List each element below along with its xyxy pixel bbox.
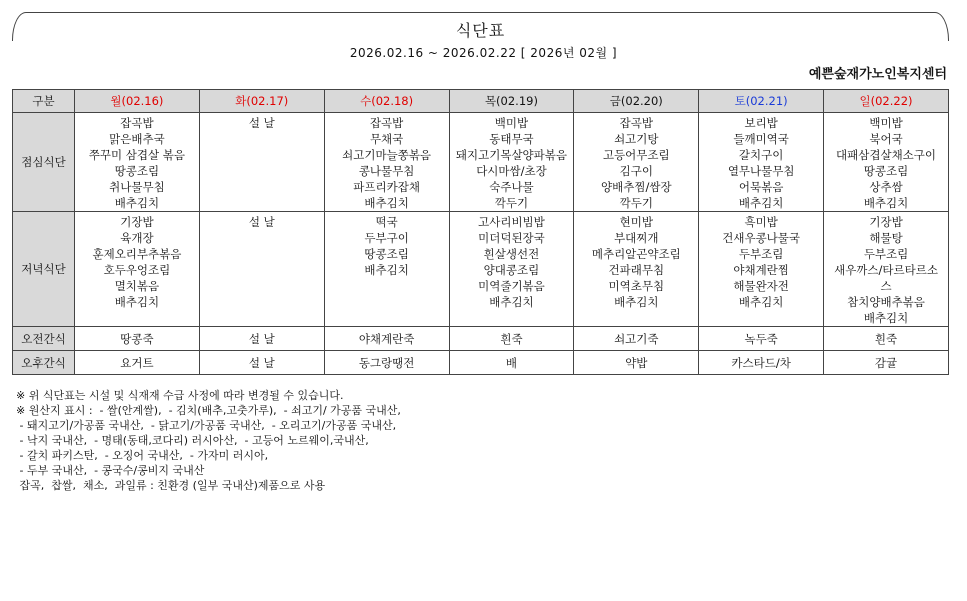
menu-item-list <box>574 113 698 211</box>
menu-item: 잡곡밥 <box>369 116 404 130</box>
menu-item: 배추김치 <box>114 295 160 309</box>
menu-cell-sun: 감귤 <box>824 351 949 375</box>
menu-item: 새우까스/타르타르소 <box>834 263 938 277</box>
menu-item: 메추리알곤약조림 <box>591 247 681 261</box>
menu-cell-sun: 흰죽 <box>824 327 949 351</box>
row-label: 저녁식단 <box>13 212 75 327</box>
menu-cell-wed: 동그랑땡전 <box>324 351 449 375</box>
menu-cell-thu <box>449 113 574 212</box>
menu-cell-tue <box>199 113 324 212</box>
note-line: ※ 위 식단표는 시설 및 식재재 수급 사정에 따라 변경될 수 있습니다. <box>16 389 344 402</box>
menu-item-list <box>75 113 199 211</box>
menu-item: 흰살생선전 <box>483 247 540 261</box>
menu-item: 미역줄기볶음 <box>478 279 545 293</box>
menu-item: 고등어무조림 <box>602 148 670 162</box>
note-line: 잡곡, 찹쌀, 채소, 과일류 : 친환경 (일부 국내산)제품으로 사용 <box>16 479 326 492</box>
date-range: 2026.02.16 ~ 2026.02.22 [ 2026년 02월 ] <box>349 46 618 60</box>
day-header-fri: 금(02.20) <box>574 90 699 113</box>
note-line: - 낙지 국내산, - 명태(동태,코다리) 러시아산, - 고등어 노르웨이,국내산, <box>16 434 369 447</box>
menu-cell-mon: 요거트 <box>75 351 200 375</box>
menu-item: 배추김치 <box>114 196 160 210</box>
menu-item-list <box>325 113 449 211</box>
row-label: 오후간식 <box>13 351 75 375</box>
menu-item: 야채계란찜 <box>733 263 789 277</box>
row-label: 점심식단 <box>13 113 75 212</box>
menu-item: 백미밥 <box>869 116 903 130</box>
menu-item: 육개장 <box>120 231 154 245</box>
menu-cell-tue: 설 날 <box>199 351 324 375</box>
menu-item: 배추김치 <box>489 295 534 309</box>
menu-item: 보리밥 <box>744 116 778 130</box>
menu-item-list <box>699 113 823 211</box>
dinner-row <box>13 212 949 327</box>
menu-item: 무채국 <box>369 132 404 146</box>
menu-item: 땅콩조림 <box>863 164 909 178</box>
day-header-wed: 수(02.18) <box>324 90 449 113</box>
menu-item: 훈제오리부추볶음 <box>92 247 182 261</box>
menu-item: 두부조림 <box>738 247 784 261</box>
menu-item: 파프리카잡채 <box>353 180 420 194</box>
menu-cell-sat: 녹두죽 <box>699 327 824 351</box>
menu-item: 건파래무침 <box>608 263 665 277</box>
menu-item: 배추김치 <box>364 196 409 210</box>
menu-item: 흑미밥 <box>744 215 778 229</box>
note-line: - 갈치 파키스탄, - 오징어 국내산, - 가자미 러시아, <box>16 449 269 462</box>
afternoon-snack-row <box>13 351 949 375</box>
menu-item: 깍두기 <box>494 196 529 210</box>
menu-item: 잡곡밥 <box>120 116 154 130</box>
note-line: ※ 원산지 표시 : - 쌀(안계쌀), - 김치(배추,고춧가루), - 쇠고기/ 가공품 국내산, <box>16 404 401 417</box>
menu-item: 스 <box>880 279 892 293</box>
menu-item-list <box>699 212 823 310</box>
menu-item: 미역초무침 <box>608 279 665 293</box>
menu-cell-thu <box>449 212 574 327</box>
menu-item: 양대콩조림 <box>483 263 540 277</box>
notes <box>16 388 401 493</box>
menu-item: 배추김치 <box>738 295 784 309</box>
note-line: - 두부 국내산, - 콩국수/콩비지 국내산 <box>16 464 205 477</box>
menu-item: 땅콩조림 <box>364 247 409 261</box>
morning-snack-row <box>13 327 949 351</box>
menu-item: 설 날 <box>248 116 275 130</box>
menu-item: 들깨미역국 <box>733 132 789 146</box>
note-line: - 돼지고기/가공품 국내산, - 닭고기/가공품 국내산, - 오리고기/가공품 국내산, <box>16 419 397 432</box>
menu-item: 백미밥 <box>494 116 529 130</box>
menu-cell-sun <box>824 212 949 327</box>
menu-item: 다시마쌈/초장 <box>476 164 547 178</box>
day-header-mon: 월(02.16) <box>75 90 200 113</box>
menu-item-list <box>824 212 948 326</box>
menu-cell-wed <box>324 113 449 212</box>
day-header-thu: 목(02.19) <box>449 90 574 113</box>
menu-cell-fri <box>574 212 699 327</box>
menu-item: 어묵볶음 <box>738 180 784 194</box>
menu-item: 해물완자전 <box>733 279 789 293</box>
row-label: 오전간식 <box>13 327 75 351</box>
menu-cell-tue <box>199 212 324 327</box>
menu-item: 콩나물무침 <box>358 164 415 178</box>
menu-item-list <box>75 212 199 310</box>
menu-cell-fri <box>574 113 699 212</box>
center-name: 예쁜숲재가노인복지센터 <box>808 67 947 82</box>
menu-item: 잡곡밥 <box>619 116 653 130</box>
menu-item: 쭈꾸미 삼겹살 볶음 <box>88 148 186 162</box>
menu-item: 쇠고기마늘쫑볶음 <box>342 148 432 162</box>
title-frame-line <box>26 12 935 13</box>
menu-item-list <box>450 212 574 310</box>
page-title: 식단표 <box>455 21 506 40</box>
menu-cell-sat: 카스타드/차 <box>699 351 824 375</box>
menu-item: 김구이 <box>619 164 653 178</box>
menu-item: 배추김치 <box>863 311 909 325</box>
lunch-row <box>13 113 949 212</box>
menu-cell-thu: 배 <box>449 351 574 375</box>
menu-item-list <box>450 113 574 211</box>
menu-cell-thu: 흰죽 <box>449 327 574 351</box>
title-frame <box>12 12 949 40</box>
menu-item: 상추쌈 <box>869 180 903 194</box>
menu-cell-sun <box>824 113 949 212</box>
menu-item: 땅콩조림 <box>114 164 160 178</box>
day-header-sat: 토(02.21) <box>699 90 824 113</box>
menu-item: 쇠고기탕 <box>614 132 659 146</box>
menu-item: 배추김치 <box>364 263 409 277</box>
menu-item-list <box>574 212 698 310</box>
menu-item: 대패삼겹살채소구이 <box>836 148 937 162</box>
menu-item: 부대찌개 <box>614 231 659 245</box>
menu-item-list <box>325 212 449 278</box>
menu-cell-tue: 설 날 <box>199 327 324 351</box>
menu-item: 기장밥 <box>869 215 903 229</box>
menu-item: 설 날 <box>248 215 275 229</box>
corner-label: 구분 <box>13 90 75 113</box>
menu-item: 숙주나물 <box>489 180 534 194</box>
menu-item: 깍두기 <box>619 196 653 210</box>
menu-item: 돼지고기목살양파볶음 <box>455 148 567 162</box>
menu-item-list <box>200 113 324 131</box>
menu-cell-wed: 야채계란죽 <box>324 327 449 351</box>
menu-item: 맑은배추국 <box>109 132 165 146</box>
menu-cell-mon: 땅콩죽 <box>75 327 200 351</box>
menu-item: 갈치구이 <box>738 148 784 162</box>
menu-item: 두부구이 <box>364 231 409 245</box>
menu-item: 배추김치 <box>614 295 659 309</box>
menu-item: 건새우콩나물국 <box>722 231 801 245</box>
menu-item-list <box>824 113 948 211</box>
menu-item: 멸치볶음 <box>114 279 160 293</box>
day-header-sun: 일(02.22) <box>824 90 949 113</box>
menu-cell-sat <box>699 113 824 212</box>
menu-item: 미더덕된장국 <box>478 231 545 245</box>
menu-item: 동태무국 <box>489 132 534 146</box>
menu-item: 떡국 <box>375 215 398 229</box>
day-header-tue: 화(02.17) <box>199 90 324 113</box>
menu-cell-fri: 쇠고기죽 <box>574 327 699 351</box>
menu-item: 열무나물무침 <box>727 164 795 178</box>
menu-cell-fri: 약밥 <box>574 351 699 375</box>
menu-item: 현미밥 <box>619 215 653 229</box>
menu-item: 호두우엉조림 <box>103 263 171 277</box>
menu-cell-mon <box>75 212 200 327</box>
menu-table <box>12 89 949 375</box>
menu-item: 참치양배추볶음 <box>847 295 925 309</box>
menu-item: 배추김치 <box>738 196 784 210</box>
header-row <box>13 90 949 113</box>
menu-item: 취나물무침 <box>109 180 165 194</box>
menu-item: 기장밥 <box>120 215 154 229</box>
menu-item: 배추김치 <box>863 196 909 210</box>
menu-cell-mon <box>75 113 200 212</box>
menu-item-list <box>200 212 324 230</box>
menu-cell-wed <box>324 212 449 327</box>
menu-item: 양배추찜/쌈장 <box>601 180 672 194</box>
menu-cell-sat <box>699 212 824 327</box>
menu-item: 북어국 <box>869 132 903 146</box>
menu-item: 고사리비빔밥 <box>478 215 545 229</box>
menu-item: 두부조림 <box>863 247 909 261</box>
menu-item: 해물탕 <box>869 231 903 245</box>
